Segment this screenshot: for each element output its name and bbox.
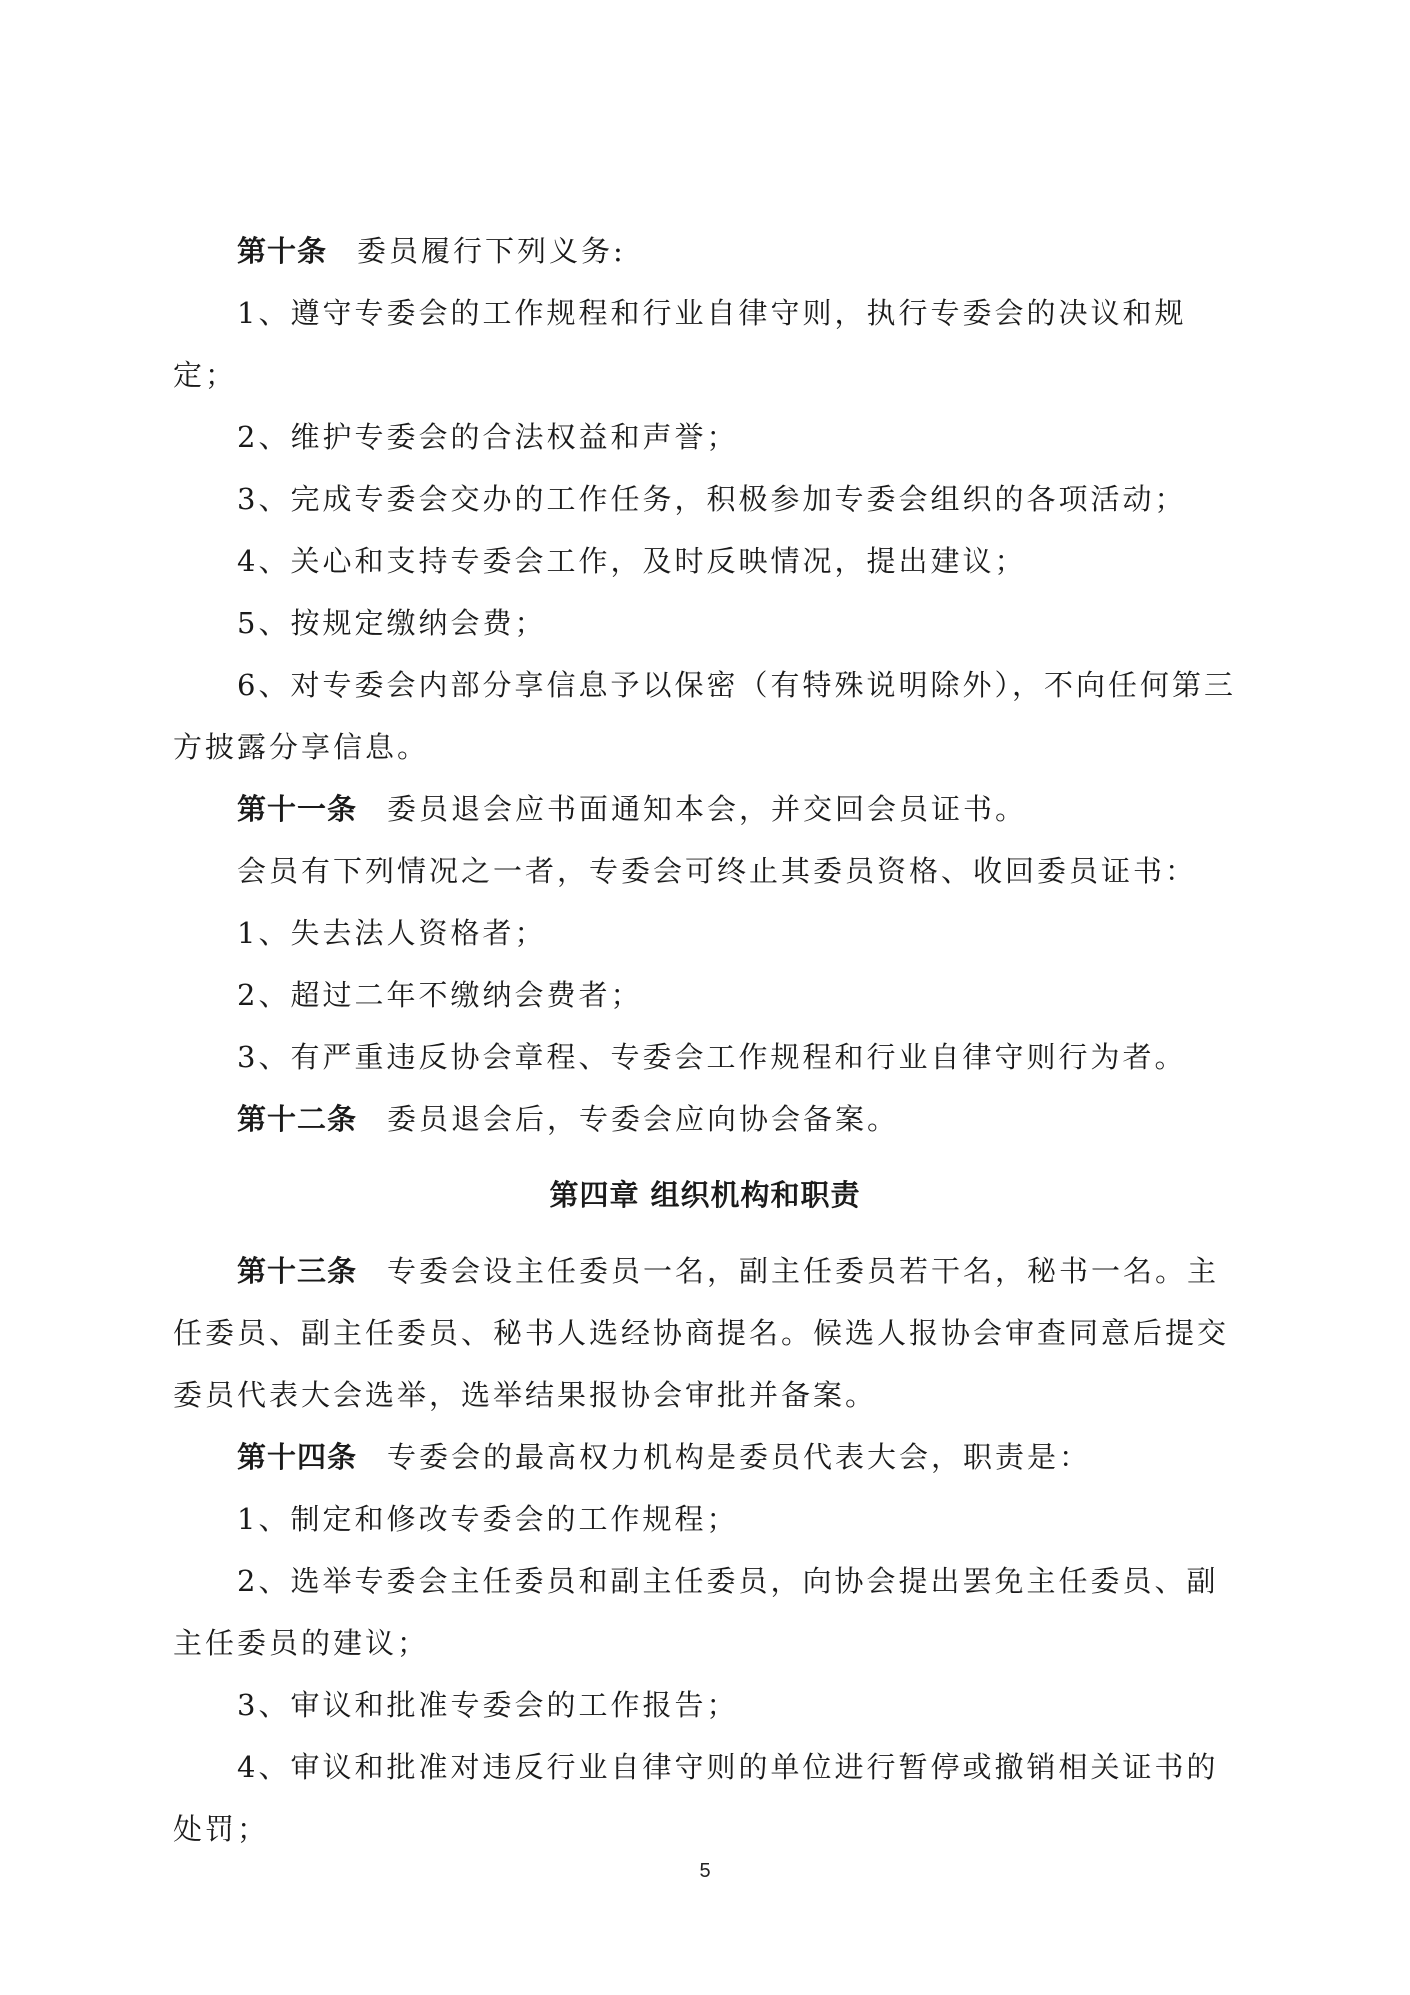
article-text: 专委会设主任委员一名，副主任委员若干名，秘书一名。主任委员、副主任委员、秘书人选经协商提名。候选人报协会审查同意后提交委员代表大会选举，选举结果报协会审批并备案。 bbox=[173, 1254, 1230, 1412]
body-paragraph: 2、维护专委会的合法权益和声誉； bbox=[237, 420, 739, 454]
body-paragraph: 6、对专委会内部分享信息予以保密（有特殊说明除外），不向任何第三方披露分享信息。 bbox=[173, 668, 1236, 764]
article-label: 第十三条 bbox=[237, 1254, 358, 1288]
article-label: 第十二条 bbox=[237, 1102, 358, 1136]
article-paragraph bbox=[173, 778, 1237, 840]
chapter-heading: 第四章 组织机构和职责 bbox=[549, 1178, 861, 1212]
body-paragraph: 会员有下列情况之一者，专委会可终止其委员资格、收回委员证书： bbox=[237, 854, 1198, 888]
body-paragraph: 5、按规定缴纳会费； bbox=[237, 606, 547, 640]
body-paragraph: 3、有严重违反协会章程、专委会工作规程和行业自律守则行为者。 bbox=[237, 1040, 1187, 1074]
body-paragraph: 4、审议和批准对违反行业自律守则的单位进行暂停或撤销相关证书的处罚； bbox=[173, 1750, 1219, 1846]
article-label: 第十一条 bbox=[237, 792, 358, 826]
article-text: 委员履行下列义务: bbox=[357, 234, 626, 268]
body-paragraph: 2、选举专委会主任委员和副主任委员，向协会提出罢免主任委员、副主任委员的建议； bbox=[173, 1564, 1219, 1660]
article-text: 委员退会应书面通知本会，并交回会员证书。 bbox=[387, 792, 1028, 826]
article-text: 委员退会后，专委会应向协会备案。 bbox=[387, 1102, 900, 1136]
body-paragraph: 3、审议和批准专委会的工作报告； bbox=[237, 1688, 739, 1722]
article-paragraph bbox=[173, 1426, 1237, 1488]
article-text: 专委会的最高权力机构是委员代表大会，职责是： bbox=[387, 1440, 1092, 1474]
body-paragraph: 1、遵守专委会的工作规程和行业自律守则，执行专委会的决议和规定； bbox=[173, 296, 1187, 392]
page-number: 5 bbox=[699, 1860, 711, 1882]
article-paragraph bbox=[173, 1088, 1237, 1150]
body-paragraph: 3、完成专委会交办的工作任务，积极参加专委会组织的各项活动； bbox=[237, 482, 1187, 516]
article-label: 第十四条 bbox=[237, 1440, 358, 1474]
article-paragraph bbox=[173, 1240, 1237, 1426]
body-paragraph: 2、超过二年不缴纳会费者； bbox=[237, 978, 643, 1012]
article-label: 第十条 bbox=[237, 234, 328, 268]
body-paragraph: 1、制定和修改专委会的工作规程； bbox=[237, 1502, 739, 1536]
document-body bbox=[173, 220, 1237, 1860]
body-paragraph: 4、关心和支持专委会工作，及时反映情况，提出建议； bbox=[237, 544, 1027, 578]
article-paragraph bbox=[173, 220, 1237, 282]
body-paragraph: 1、失去法人资格者； bbox=[237, 916, 547, 950]
